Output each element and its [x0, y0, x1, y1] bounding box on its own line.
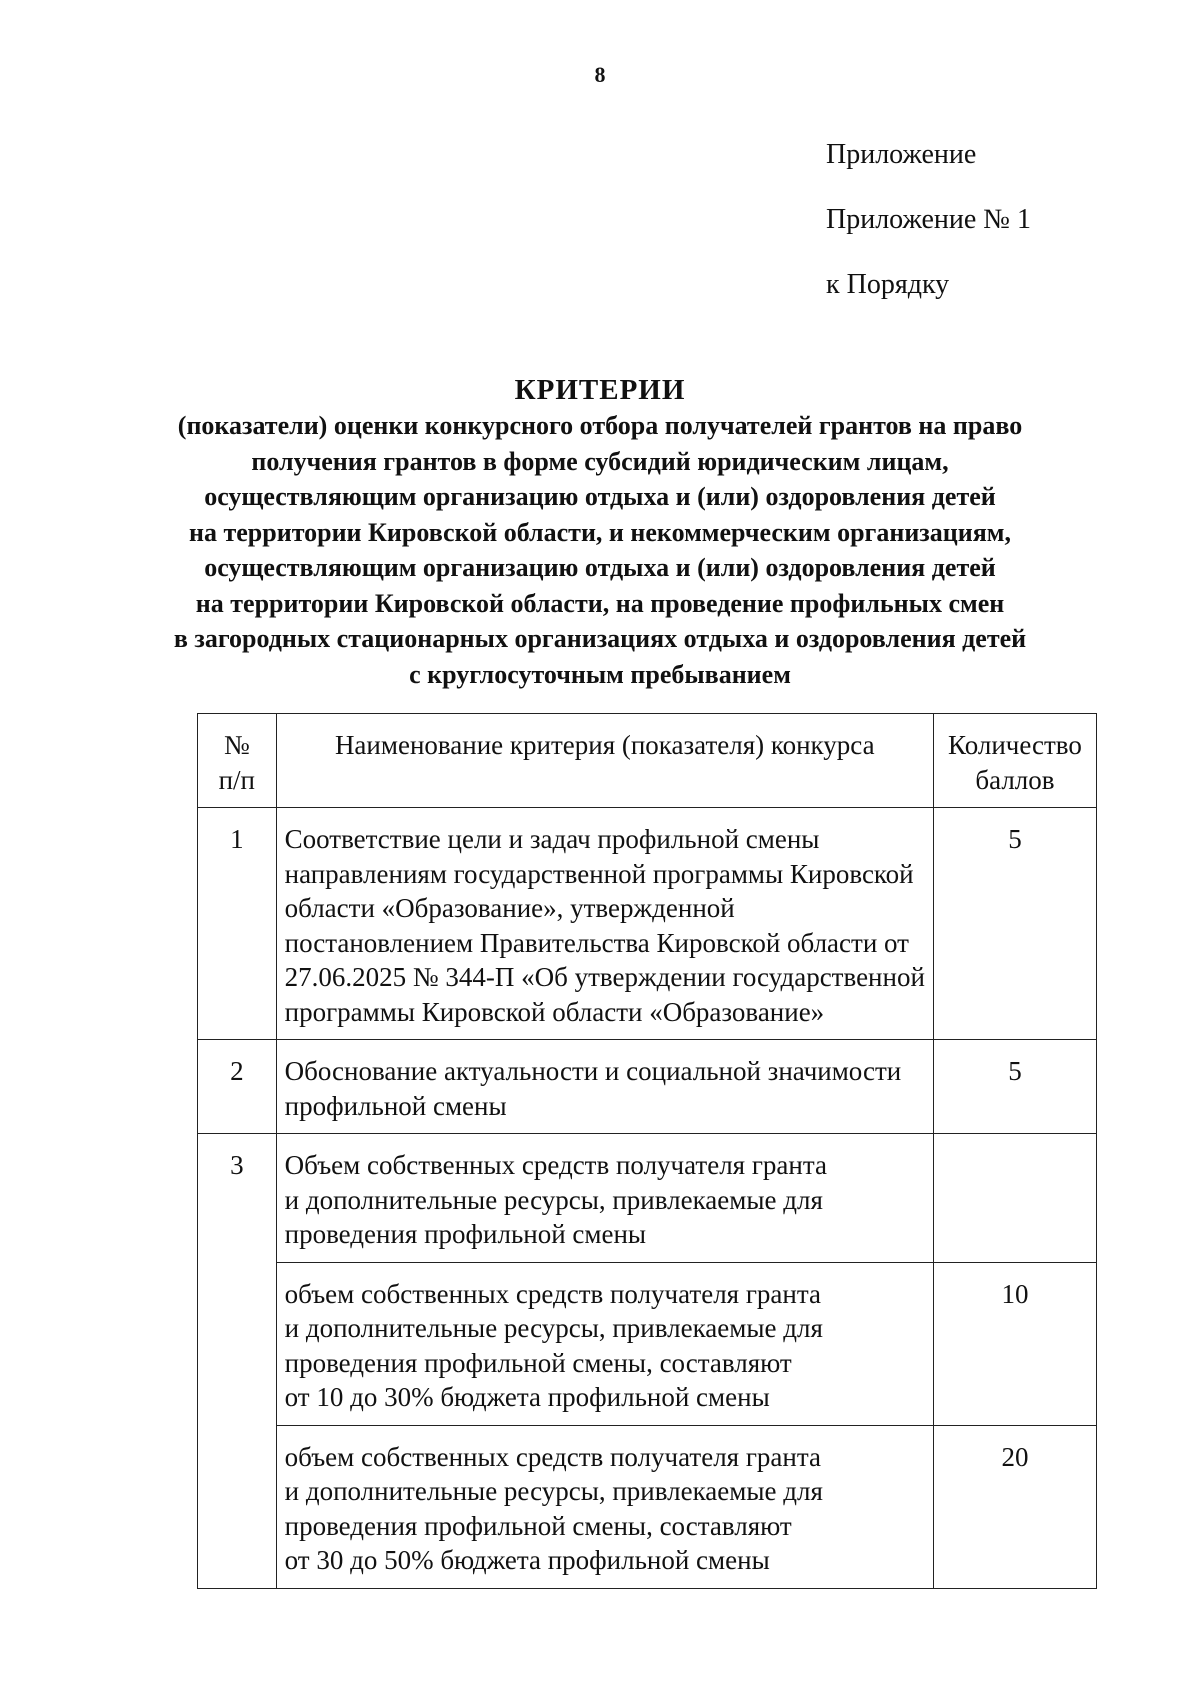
- text-line: Объем собственных средств получателя гранта: [284, 1150, 827, 1180]
- header-score-line-1: Количество: [948, 730, 1082, 760]
- table-row: [198, 808, 1097, 1040]
- page-number: 8: [594, 62, 606, 87]
- subrow-score: 20: [933, 1425, 1096, 1588]
- text-line: проведения профильной смены, составляют: [284, 1347, 792, 1378]
- row-number: 2: [198, 1040, 277, 1134]
- text-line: от 30 до 50% бюджета профильной смены: [284, 1545, 770, 1575]
- subtitle-line: в загородных стационарных организациях отдыха и оздоровления детей: [173, 624, 1027, 653]
- table-subrow: [198, 1425, 1097, 1588]
- header-score: [933, 714, 1096, 808]
- text-line: области «Образование», утвержденной: [284, 893, 735, 923]
- text-line: от 10 до 30% бюджета профильной смены: [284, 1382, 770, 1412]
- row-criterion-text: [276, 808, 933, 1040]
- text-line: и дополнительные ресурсы, привлекаемые для: [284, 1476, 823, 1506]
- text-line: постановлением Правительства Кировской области от: [284, 927, 909, 958]
- row-score: 5: [933, 1040, 1096, 1134]
- text-line: направлениям государственной программы Кировской: [284, 858, 914, 889]
- header-number-line-1: №: [223, 730, 250, 760]
- subtitle-line: осуществляющим организацию отдыха и (или) оздоровления детей: [204, 482, 996, 511]
- text-line: проведения профильной смены, составляют: [284, 1510, 792, 1541]
- subrow-criterion-text: [276, 1262, 933, 1425]
- text-line: 27.06.2025 № 344-П «Об утверждении государственной: [284, 962, 925, 992]
- row-score: 5: [933, 808, 1096, 1040]
- text-line: профильной смены: [284, 1090, 507, 1121]
- text-line: объем собственных средств получателя гранта: [284, 1441, 821, 1472]
- subtitle-line: с круглосуточным пребыванием: [409, 659, 791, 689]
- text-line: объем собственных средств получателя гранта: [284, 1278, 821, 1309]
- header-number-line-2: п/п: [218, 764, 256, 795]
- subtitle-line: на территории Кировской области, и некоммерческим организациям,: [189, 517, 1011, 547]
- row-number: 3: [198, 1134, 277, 1589]
- subrow-criterion-text: [276, 1425, 933, 1588]
- table-row: [198, 1040, 1097, 1134]
- text-line: программы Кировской области «Образование»: [284, 996, 825, 1027]
- text-line: Обоснование актуальности и социальной значимости: [284, 1056, 902, 1086]
- row-number: 1: [198, 808, 277, 1040]
- appendix-line-2: Приложение № 1: [826, 204, 1031, 235]
- text-line: и дополнительные ресурсы, привлекаемые для: [284, 1313, 823, 1343]
- appendix-line-1: Приложение: [826, 139, 977, 170]
- appendix-block: [826, 140, 1031, 335]
- appendix-line-3: к Порядку: [826, 269, 950, 300]
- subrow-score: 10: [933, 1262, 1096, 1425]
- table-header-row: [198, 714, 1097, 808]
- text-line: и дополнительные ресурсы, привлекаемые для: [284, 1184, 823, 1215]
- row-criterion-text: [276, 1040, 933, 1134]
- criteria-table: [197, 713, 1097, 1589]
- document-subtitle: [0, 408, 1200, 692]
- document-title: КРИТЕРИИ: [514, 374, 686, 406]
- header-score-line-2: баллов: [975, 764, 1055, 795]
- subtitle-line: (показатели) оценки конкурсного отбора получателей грантов на право: [177, 411, 1023, 440]
- subtitle-line: получения грантов в форме субсидий юридическим лицам,: [251, 446, 949, 476]
- row-score: [933, 1134, 1096, 1263]
- header-criterion-name: Наименование критерия (показателя) конкурса: [276, 714, 933, 808]
- table-subrow: [198, 1262, 1097, 1425]
- subtitle-line: осуществляющим организацию отдыха и (или) оздоровления детей: [204, 553, 996, 582]
- header-number: [198, 714, 277, 808]
- row-criterion-text: [276, 1134, 933, 1263]
- subtitle-line: на территории Кировской области, на проведение профильных смен: [195, 588, 1005, 618]
- document-title-block: [0, 372, 1200, 692]
- text-line: проведения профильной смены: [284, 1219, 647, 1249]
- text-line: Соответствие цели и задач профильной смены: [284, 824, 820, 854]
- table-row: [198, 1134, 1097, 1263]
